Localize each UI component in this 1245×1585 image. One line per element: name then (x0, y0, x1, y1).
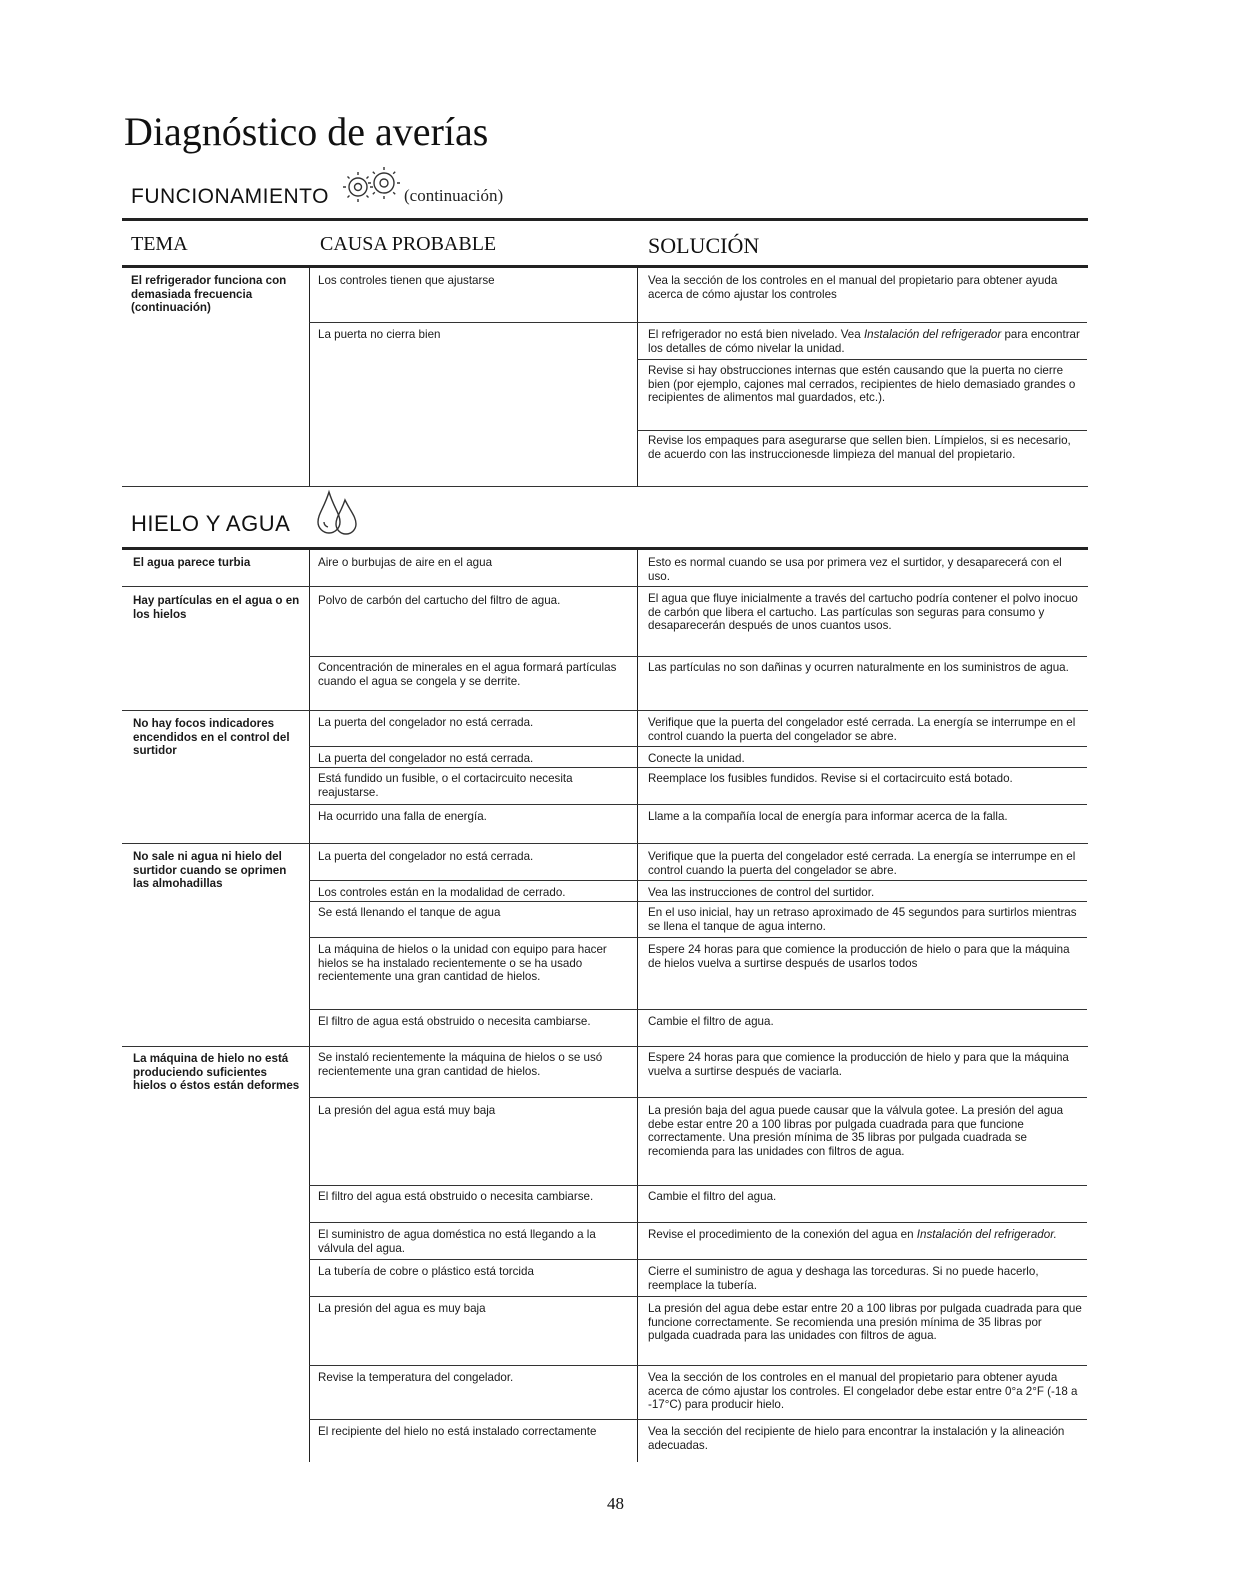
solution-text: Verifique que la puerta del congelador esté cerrada. La energía se interrumpe en el control cuando la puerta del congelador se abre. (648, 716, 1076, 743)
cause-text: Polvo de carbón del cartucho del filtro de agua. (318, 594, 561, 607)
row-divider (309, 1296, 1087, 1297)
topic-no-hay-focos: No hay focos indicadores encendidos en el control del surtidor (133, 717, 290, 758)
cause-text: La tubería de cobre o plástico está torcida (318, 1265, 534, 1278)
cause-text: El suministro de agua doméstica no está llegando a la válvula del agua. (318, 1228, 596, 1255)
row-divider (122, 586, 1088, 587)
water-drops-icon (314, 486, 360, 538)
row-divider (309, 746, 1087, 747)
row-divider (309, 880, 1087, 881)
solution-text: Revise los empaques para asegurarse que sellen bien. Límpielos, si es necesario, de acuerdo con las instruccionesde limpieza del manual del propietario. (648, 434, 1071, 461)
row-divider (309, 1185, 1087, 1186)
col-header-solucion: SOLUCIÓN (648, 233, 760, 258)
col-header-causa: CAUSA PROBABLE (320, 233, 497, 255)
continuation-label: (continuación) (404, 186, 504, 205)
topic-refrigerador-frecuencia: El refrigerador funciona con demasiada frecuencia (continuación) (131, 274, 287, 315)
row-divider (309, 1259, 1087, 1260)
row-divider (122, 710, 1088, 711)
cause-text: El filtro de agua está obstruido o necesita cambiarse. (318, 1015, 591, 1028)
solution-text: Espere 24 horas para que comience la producción de hielo o para que la máquina de hielos vuelva a surtirse después de usarlos todos (648, 943, 1070, 970)
solution-text: En el uso inicial, hay un retraso aproximado de 45 segundos para surtirlos mientras se llena el tanque de agua interno. (648, 906, 1077, 933)
row-divider (309, 767, 1087, 768)
cause-text: Se instaló recientemente la máquina de hielos o se usó recientemente una gran cantidad de hielos. (318, 1051, 603, 1078)
solution-text: Vea la sección del recipiente de hielo para encontrar la instalación y la alineación adecuadas. (648, 1425, 1065, 1452)
cause-text: La puerta del congelador no está cerrada. (318, 752, 534, 765)
row-divider (309, 1009, 1087, 1010)
solution-text: La presión baja del agua puede causar que la válvula gotee. La presión del agua debe estar entre 20 a 100 libras por pulgada cuadrada para que funcione correctamente. Una presión mínima de 35 libras por pulgada cuadrada se recomienda para las unidades con filtros de agua. (648, 1104, 1064, 1158)
topic-maquina-hielo: La máquina de hielo no está produciendo suficientes hielos o éstos están deformes (133, 1052, 300, 1093)
solution-text: La presión del agua debe estar entre 20 a 100 libras por pulgada cuadrada para que funcione correctamente. Se recomienda una presión mínima de 35 libras por pulgada cuadrada para las unidades con filtros de agua. (648, 1302, 1082, 1343)
solution-text: Cambie el filtro de agua. (648, 1015, 774, 1028)
page-number: 48 (607, 1494, 624, 1513)
solution-text: El agua que fluye inicialmente a través del cartucho podría contener el polvo inocuo de carbón que libera el cartucho. Las partículas son seguras para consumo y desaparecerán después de unos cuantos usos. (648, 592, 1078, 633)
cause-text: La puerta no cierra bien (318, 328, 441, 341)
row-divider (122, 843, 1088, 844)
solution-text-part: para encontrar los detalles de cómo nivelar la unidad. (648, 328, 1080, 355)
col-header-tema: TEMA (131, 233, 188, 255)
solution-text: Reemplace los fusibles fundidos. Revise si el cortacircuito está botado. (648, 772, 1013, 785)
row-divider (122, 1046, 1088, 1047)
manual-reference: Instalación del refrigerador. (916, 1228, 1057, 1241)
row-divider (637, 359, 1087, 360)
solution-text (648, 1228, 1083, 1242)
row-divider (637, 430, 1087, 431)
solution-text-part: Revise el procedimiento de la conexión del agua en (648, 1228, 914, 1241)
solution-text: Espere 24 horas para que comience la producción de hielo y para que la máquina vuelva a surtirse después de vaciarla. (648, 1051, 1069, 1078)
solution-text: Llame a la compañía local de energía para informar acerca de la falla. (648, 810, 1008, 823)
row-divider (309, 804, 1087, 805)
row-divider (309, 656, 1087, 657)
cause-text: Revise la temperatura del congelador. (318, 1371, 514, 1384)
cause-text: El recipiente del hielo no está instalado correctamente (318, 1425, 597, 1438)
section-heading-hielo-agua: HIELO Y AGUA (131, 511, 291, 536)
row-divider (309, 1419, 1087, 1420)
cause-text: La puerta del congelador no está cerrada. (318, 850, 534, 863)
solution-text: Cambie el filtro del agua. (648, 1190, 777, 1203)
solution-text: Vea las instrucciones de control del surtidor. (648, 886, 875, 899)
row-divider (309, 322, 1087, 323)
row-divider (309, 1365, 1087, 1366)
gears-icon (340, 165, 406, 205)
solution-text: Vea la sección de los controles en el manual del propietario para obtener ayuda acerca de cómo ajustar los controles. El congelador debe estar entre 0°a 2°F (-18 a -17°C) para producir hielo. (648, 1371, 1078, 1412)
cause-text: El filtro del agua está obstruido o necesita cambiarse. (318, 1190, 594, 1203)
solution-text: Vea la sección de los controles en el manual del propietario para obtener ayuda acerca de cómo ajustar los controles (648, 274, 1058, 301)
cause-text: Los controles tienen que ajustarse (318, 274, 495, 287)
solution-text: Verifique que la puerta del congelador esté cerrada. La energía se interrumpe en el control cuando la puerta del congelador se abre. (648, 850, 1076, 877)
row-divider (309, 1097, 1087, 1098)
manual-reference: Instalación del refrigerador (863, 328, 1002, 341)
topic-no-sale-agua-hielo: No sale ni agua ni hielo del surtidor cuando se oprimen las almohadillas (133, 850, 287, 891)
page-title: Diagnóstico de averías (124, 109, 489, 154)
top-rule (122, 218, 1088, 221)
cause-text: Los controles están en la modalidad de cerrado. (318, 886, 566, 899)
topic-particulas: Hay partículas en el agua o en los hielos (133, 594, 300, 621)
solution-text: Conecte la unidad. (648, 752, 745, 765)
solution-text: Esto es normal cuando se usa por primera vez el surtidor, y desaparecerá con el uso. (648, 556, 1062, 583)
section-bottom-rule (122, 486, 1088, 487)
topic-agua-turbia: El agua parece turbia (133, 556, 251, 569)
solution-text-part: El refrigerador no está bien nivelado. Vea (648, 328, 861, 341)
cause-text: Concentración de minerales en el agua formará partículas cuando el agua se congela y se derrite. (318, 661, 617, 688)
cause-text: Aire o burbujas de aire en el agua (318, 556, 493, 569)
solution-text: Cierre el suministro de agua y deshaga las torceduras. Si no puede hacerlo, reemplace la tubería. (648, 1265, 1039, 1292)
solution-text: Revise si hay obstrucciones internas que estén causando que la puerta no cierre bien (por ejemplo, cajones mal cerrados, recipientes de hielo demasiado grandes o recipientes de alimentos mal guardados, etc.). (648, 364, 1076, 405)
cause-text: La máquina de hielos o la unidad con equipo para hacer hielos se ha instalado recientemente o se ha usado recientemente una gran cantidad de hielos. (318, 943, 607, 984)
cause-text: La presión del agua está muy baja (318, 1104, 496, 1117)
cause-text: Se está llenando el tanque de agua (318, 906, 501, 919)
col-divider (309, 267, 310, 487)
row-divider (309, 901, 1087, 902)
row-divider (309, 937, 1087, 938)
solution-text: Las partículas no son dañinas y ocurren naturalmente en los suministros de agua. (648, 661, 1069, 674)
solution-text (648, 328, 1083, 355)
col-divider (637, 550, 638, 1462)
row-divider (309, 1222, 1087, 1223)
section2-rule (122, 547, 1088, 550)
section-heading-funcionamiento: FUNCIONAMIENTO (131, 185, 329, 208)
col-divider (637, 267, 638, 487)
cause-text: La presión del agua es muy baja (318, 1302, 486, 1315)
cause-text: La puerta del congelador no está cerrada. (318, 716, 534, 729)
col-divider (309, 550, 310, 1462)
header-rule (122, 265, 1088, 268)
cause-text: Ha ocurrido una falla de energía. (318, 810, 487, 823)
cause-text: Está fundido un fusible, o el cortacircuito necesita reajustarse. (318, 772, 573, 799)
